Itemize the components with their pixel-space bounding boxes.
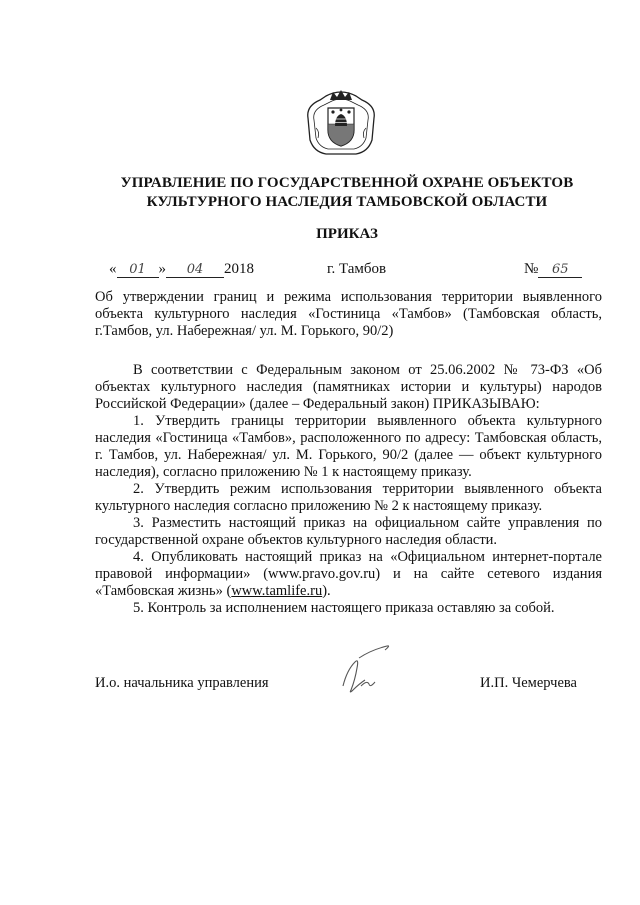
order-item-2: 2. Утвердить режим использования территории выявленного объекта культурного наследия согласно приложению № 2 к настоящему приказу. bbox=[95, 481, 602, 514]
number-sign: № bbox=[524, 261, 539, 277]
date-year: 2018 bbox=[224, 261, 254, 277]
order-body bbox=[95, 362, 602, 617]
order-item-5: 5. Контроль за исполнением настоящего приказа оставляю за собой. bbox=[133, 600, 555, 616]
signatory-name: И.П. Чемерчева bbox=[480, 675, 577, 691]
order-city: г. Тамбов bbox=[327, 261, 387, 277]
order-subject: Об утверждении границ и режима использования территории выявленного объекта культурного наследия «Гостиница «Тамбов» (Тамбовская область, г.Тамбов, ул. Набережная/ ул. М. Горького, 90/2) bbox=[95, 289, 602, 339]
signatory-position: И.о. начальника управления bbox=[95, 675, 269, 691]
preamble: В соответствии с Федеральным законом от 25.06.2002 № 73-ФЗ «Об объектах культурного наследия (памятниках истории и культуры) народов Российской Федерации» (далее – Федеральный закон) ПРИКАЗЫВАЮ: bbox=[95, 362, 602, 412]
handwritten-signature-icon bbox=[325, 640, 405, 700]
tambov-coat-of-arms-icon bbox=[302, 88, 380, 160]
document-type: ПРИКАЗ bbox=[316, 226, 378, 242]
date-month: 04 bbox=[166, 262, 224, 278]
order-item-3: 3. Разместить настоящий приказ на официальном сайте управления по государственной охране объектов культурного наследия области. bbox=[95, 515, 602, 548]
order-item-4 bbox=[95, 549, 602, 600]
order-item-1: 1. Утвердить границы территории выявленного объекта культурного наследия «Гостиница «Тамбов», расположенного по адресу: Тамбовская область, г. Тамбов, ул. Набережная/ ул. М. Горького, 90/2 (далее — объект культурного наследия), согласно приложению № 1 к настоящему приказу. bbox=[95, 413, 602, 480]
order-date bbox=[109, 261, 254, 281]
date-open-quote: « bbox=[109, 261, 117, 277]
tamlife-link[interactable]: www.tamlife.ru bbox=[231, 583, 323, 599]
organization-title-line2: КУЛЬТУРНОГО НАСЛЕДИЯ ТАМБОВСКОЙ ОБЛАСТИ bbox=[146, 194, 548, 210]
organization-title bbox=[60, 174, 634, 212]
number-value: 65 bbox=[538, 262, 582, 278]
order-number bbox=[524, 261, 582, 281]
order-item-4-text: 4. Опубликовать настоящий приказ на «Официальном интернет-портале правовой информации» (www.pravo.gov.ru) и на сайте сетевого издания «Тамбовская жизнь» ( bbox=[95, 549, 602, 599]
date-close-quote: » bbox=[158, 261, 166, 277]
date-day: 01 bbox=[117, 262, 159, 278]
organization-title-line1: УПРАВЛЕНИЕ ПО ГОСУДАРСТВЕННОЙ ОХРАНЕ ОБЪЕКТОВ bbox=[120, 175, 574, 191]
order-item-4-suffix: ). bbox=[322, 583, 331, 599]
